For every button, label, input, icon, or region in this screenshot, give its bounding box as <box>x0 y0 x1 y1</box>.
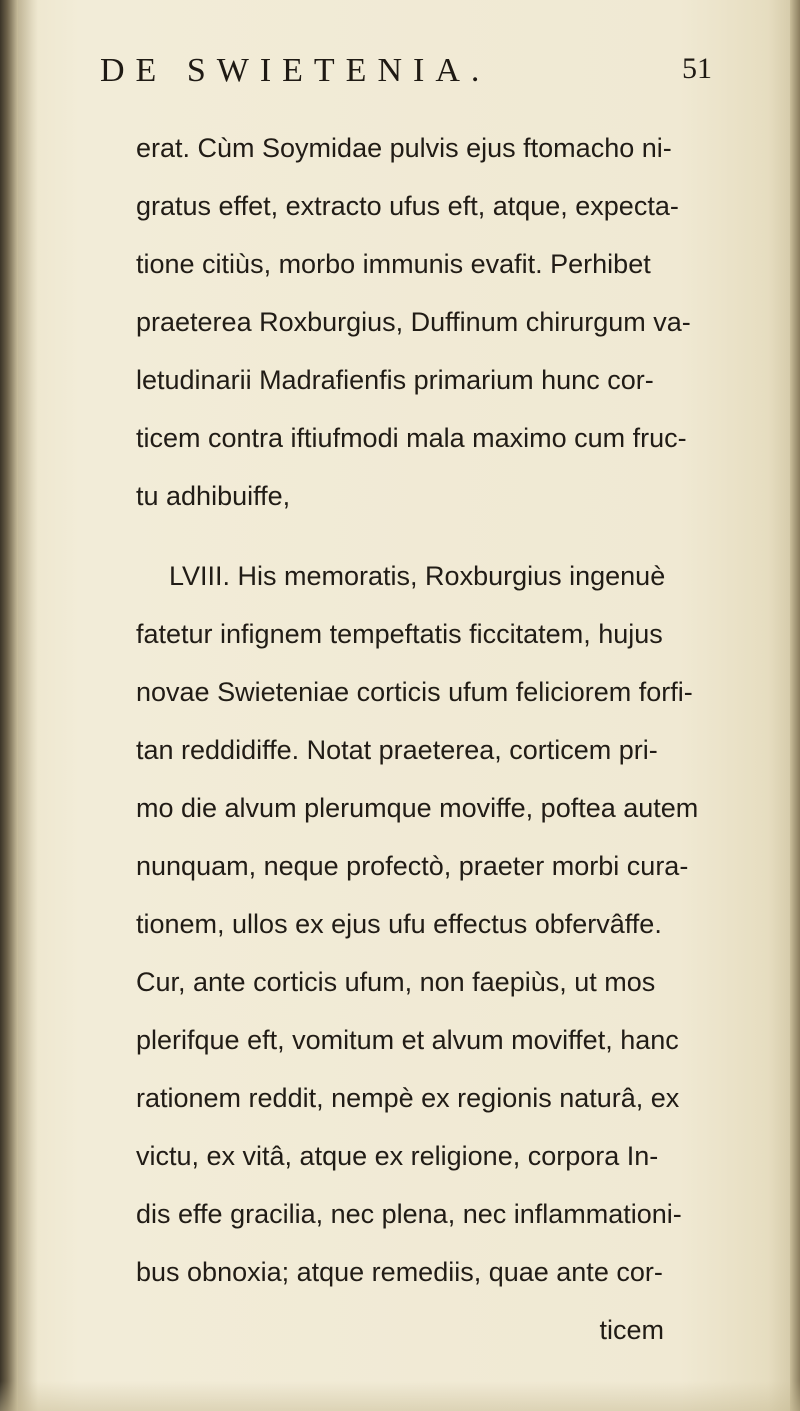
text-line: letudinarii Madrafienfis primarium hunc cor- <box>136 365 654 395</box>
text-line: victu, ex vitâ, atque ex religione, corpora In- <box>136 1141 659 1171</box>
binding-edge <box>0 0 18 1411</box>
text-line: Cur, ante corticis ufum, non faepiùs, ut mos <box>136 967 656 997</box>
text-line: dis effe gracilia, nec plena, nec inflammationi- <box>136 1199 682 1229</box>
gutter-shadow <box>18 0 38 1411</box>
section-heading-line: LVIII. His memoratis, Roxburgius ingenuè <box>169 561 666 591</box>
text-line: gratus effet, extracto ufus eft, atque, expecta- <box>136 191 679 221</box>
running-head: DE SWIETENIA. <box>100 52 491 89</box>
catchword: ticem <box>599 1315 664 1345</box>
page-header <box>92 52 712 102</box>
text-line: fatetur infignem tempeftatis ficcitatem, hujus <box>136 619 663 649</box>
section-spacer <box>136 538 666 558</box>
text-line: tionem, ullos ex ejus ufu effectus obfervâffe. <box>136 909 662 939</box>
text-line: tan reddidiffe. Notat praeterea, corticem pri- <box>136 735 658 765</box>
text-line: novae Swieteniae corticis ufum feliciorem forfi- <box>136 677 693 707</box>
text-line: plerifque eft, vomitum et alvum moviffet, hanc <box>136 1025 679 1055</box>
text-line: rationem reddit, nempè ex regionis naturâ, ex <box>136 1083 680 1113</box>
text-line: nunquam, neque profectò, praeter morbi cura- <box>136 851 689 881</box>
text-line: tione citiùs, morbo immunis evafit. Perhibet <box>136 249 651 279</box>
text-line: mo die alvum plerumque moviffe, poftea autem <box>136 793 699 823</box>
bottom-shadow <box>0 1381 800 1411</box>
body-text <box>136 130 699 1370</box>
text-line: erat. Cùm Soymidae pulvis ejus ftomacho ni- <box>136 133 672 163</box>
page-edge <box>790 0 800 1411</box>
text-line: tu adhibuiffe, <box>136 481 291 511</box>
text-line: bus obnoxia; atque remediis, quae ante cor- <box>136 1257 663 1287</box>
text-line: ticem contra iftiufmodi mala maximo cum fruc- <box>136 423 687 453</box>
page-number: 51 <box>682 52 712 85</box>
text-line: praeterea Roxburgius, Duffinum chirurgum va- <box>136 307 691 337</box>
